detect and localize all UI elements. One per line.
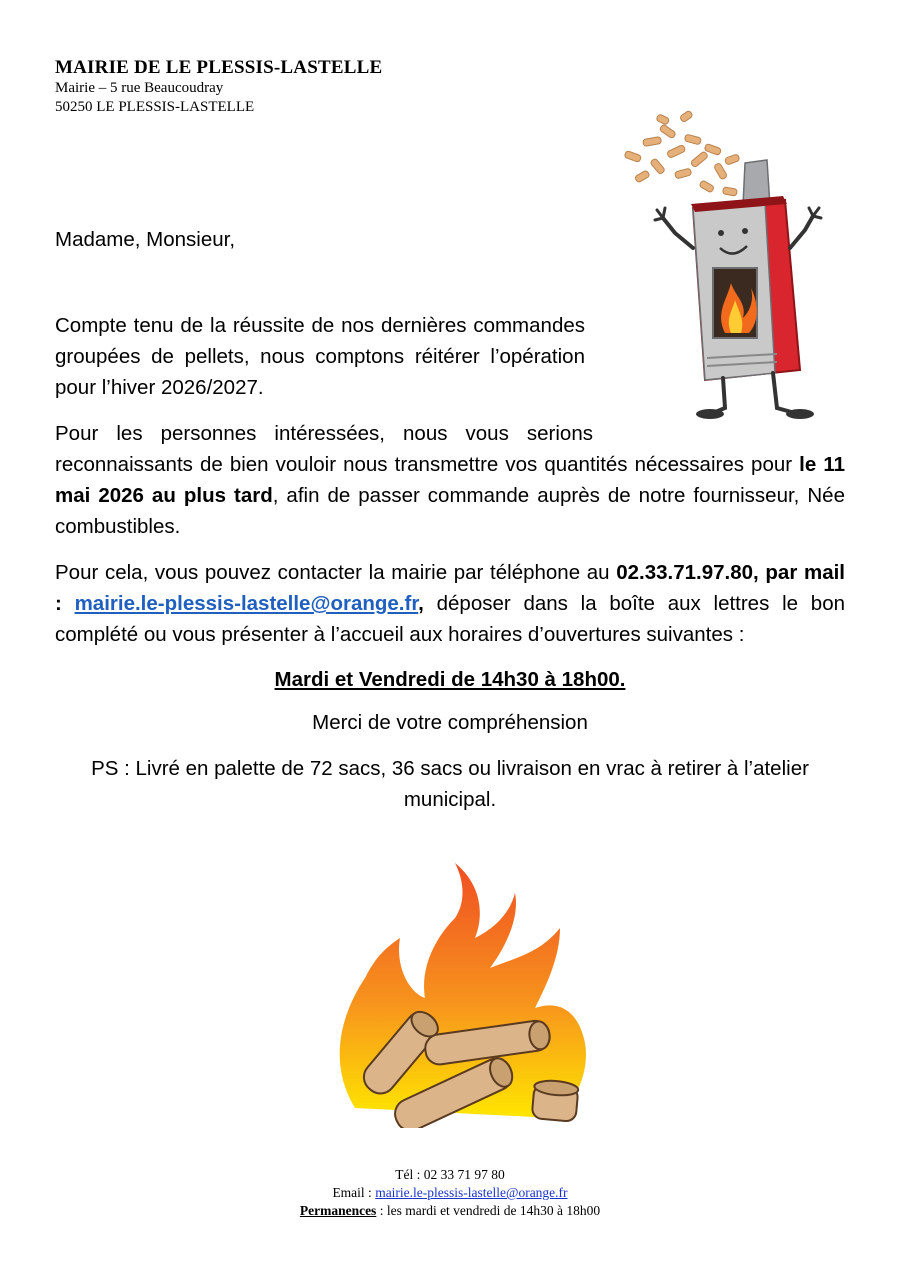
paragraph-order-request bbox=[55, 418, 845, 542]
letterhead bbox=[55, 57, 382, 117]
deadline: le 11 mai 2026 au plus tard bbox=[55, 453, 845, 507]
paragraph2-cont: reconnaissants de bien vouloir nous transmettre vos quantités nécessaires pour bbox=[55, 453, 800, 476]
postscript: PS : Livré en palette de 72 sacs, 36 sacs ou livraison en vrac à retirer à l’atelier municipal. bbox=[91, 757, 809, 811]
pellets-icon bbox=[624, 110, 740, 196]
footer-perm-label: Permanences bbox=[299, 1203, 377, 1218]
thanks-line: Merci de votre compréhension bbox=[312, 711, 588, 734]
paragraph3-end: déposer dans la boîte aux lettres le bon complété ou vous présenter à l’accueil aux horaires d’ouvertures suivantes : bbox=[55, 592, 845, 646]
paragraph3-start: Pour cela, vous pouvez contacter la mairie par téléphone au bbox=[55, 561, 617, 584]
footer-perm-text: : les mardi et vendredi de 14h30 à 18h00 bbox=[376, 1203, 601, 1218]
opening-hours: Mardi et Vendredi de 14h30 à 18h00. bbox=[274, 668, 626, 691]
footer-email-line bbox=[0, 1184, 900, 1202]
address-street: Mairie – 5 rue Beaucoudray bbox=[55, 80, 224, 96]
address-city: 50250 LE PLESSIS-LASTELLE bbox=[55, 99, 255, 115]
paragraph-intro: Compte tenu de la réussite de nos dernières commandes groupées de pellets, nous comptons réitérer l’opération pour l’hiver 2026/2027. bbox=[55, 314, 585, 399]
pellet-stove-illustration bbox=[605, 108, 830, 426]
footer-tel: Tél : 02 33 71 97 80 bbox=[395, 1167, 505, 1182]
comma: , bbox=[418, 592, 424, 615]
greeting: Madame, Monsieur, bbox=[55, 228, 236, 251]
footer-email-link[interactable]: mairie.le-plessis-lastelle@orange.fr bbox=[375, 1185, 568, 1200]
mairie-title: MAIRIE DE LE PLESSIS-LASTELLE bbox=[55, 57, 383, 78]
footer-email-label: Email : bbox=[332, 1185, 376, 1200]
footer-permanences bbox=[0, 1202, 900, 1220]
fire-pellets-illustration bbox=[315, 858, 605, 1128]
paragraph2-end: , afin de passer commande auprès de notre fournisseur, Née combustibles. bbox=[55, 484, 845, 538]
paragraph-contact bbox=[55, 557, 845, 650]
paragraph2-first-line: Pour les personnes intéressées, nous vous serions bbox=[55, 422, 593, 445]
phone-number: 02.33.71.97.80, par mail : bbox=[55, 561, 845, 615]
email-link[interactable]: mairie.le-plessis-lastelle@orange.fr bbox=[74, 592, 419, 615]
footer bbox=[0, 1166, 900, 1220]
